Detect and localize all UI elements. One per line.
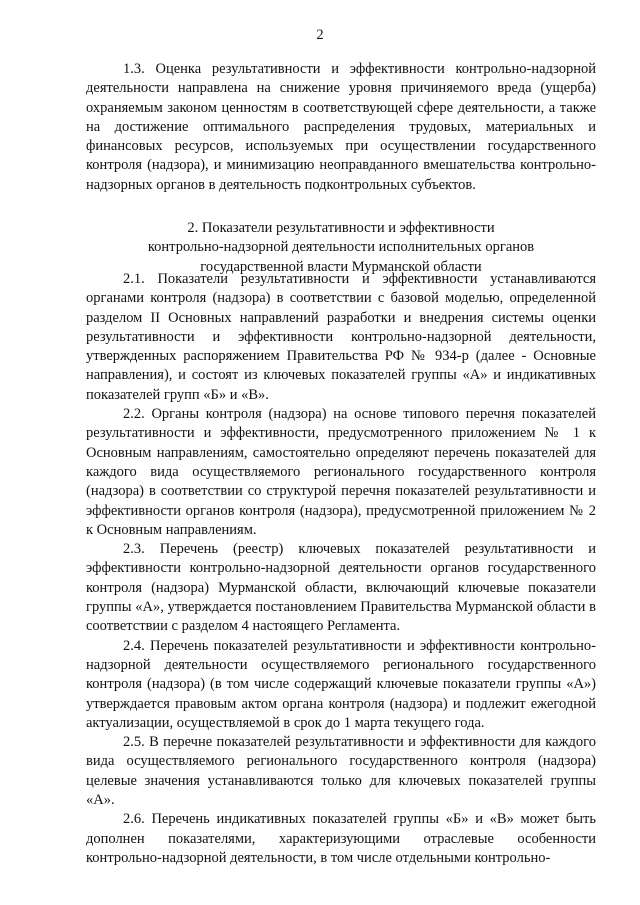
paragraph-2-1: 2.1. Показатели результативности и эффективности устанавливаются органами контроля (надзора) в соответствии с базовой моделью, определенной разделом II Основных направлений разработки и внедрения системы оценки результативности и эффективности контрольно-надзорной деятельности, утвержденных распоряжением Правительства РФ № 934-р (далее - Основные направления), и состоят из ключевых показателей группы «А» и индикативных показателей групп «Б» и «В». <box>86 271 596 403</box>
paragraph-2-2: 2.2. Органы контроля (надзора) на основе типового перечня показателей результативности и эффективности, предусмотренного приложением № 1 к Основным направлениям, самостоятельно определяют перечень показателей для каждого вида осуществляемого регионального государственного контроля (надзора) в соответствии со структурой перечня показателей результативности и эффективности органов контроля (надзора), предусмотренной приложением № 2 к Основным направлениям. <box>86 406 596 538</box>
paragraph-2-3: 2.3. Перечень (реестр) ключевых показателей результативности и эффективности контрольно-надзорной деятельности органов государственного контроля (надзора) Мурманской области, включающий ключевые показатели группы «А», утверждается постановлением Правительства Мурманской области в соответствии с разделом 4 настоящего Регламента. <box>86 541 596 635</box>
section-1-body <box>86 60 596 195</box>
paragraph-2-5: 2.5. В перечне показателей результативности и эффективности для каждого вида осуществляемого регионального государственного контроля (надзора) целевые значения устанавливаются только для ключевых показателей группы «А». <box>86 734 596 809</box>
paragraph-2-4: 2.4. Перечень показателей результативности и эффективности контрольно-надзорной деятельности осуществляемого регионального государственного контроля (надзора) (в том числе содержащий ключевые показатели группы «А») утверждается правовым актом органа контроля (надзора) и подлежит ежегодной актуализации, осуществляемой в срок до 1 марта текущего года. <box>86 637 596 731</box>
section-2-heading <box>86 219 596 277</box>
section-2-body <box>86 270 596 868</box>
heading-line-3: государственной власти Мурманской области <box>200 258 482 275</box>
heading-line-2: контрольно-надзорной деятельности исполнительных органов <box>147 239 535 256</box>
paragraph-1-3: 1.3. Оценка результативности и эффективности контрольно-надзорной деятельности направлена на снижение уровня причиняемого вреда (ущерба) охраняемым законом ценностям в соответствующей сфере деятельности, а также на достижение оптимального распределения трудовых, материальных и финансовых ресурсов, используемых при осуществлении государственного контроля (надзора), и минимизацию неоправданного вмешательства контрольно-надзорных органов в деятельность подконтрольных субъектов. <box>86 61 596 193</box>
page-number: 2 <box>316 27 324 43</box>
heading-line-1: 2. Показатели результативности и эффективности <box>187 220 495 236</box>
paragraph-2-6: 2.6. Перечень индикативных показателей группы «Б» и «В» может быть дополнен показателями, характеризующими отраслевые особенности контрольно-надзорной деятельности, в том числе отдельными контрольно- <box>86 811 596 866</box>
